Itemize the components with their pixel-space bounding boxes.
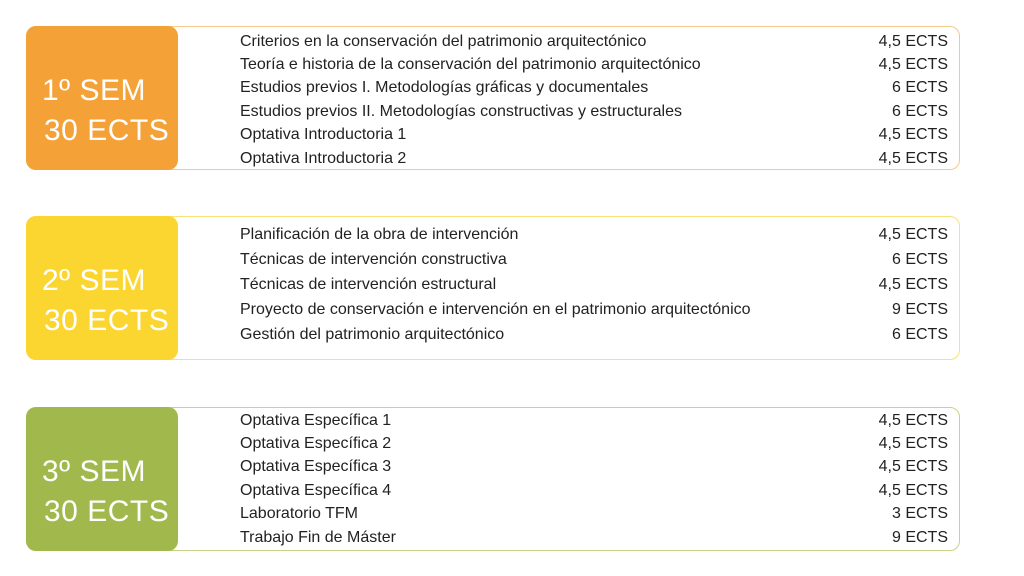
course-list	[240, 30, 948, 170]
course-name: Trabajo Fin de Máster	[240, 528, 396, 546]
course-row	[240, 409, 948, 432]
course-name: Planificación de la obra de intervención	[240, 225, 519, 243]
course-row	[240, 456, 948, 479]
semester-block-3	[26, 407, 960, 551]
course-row	[240, 53, 948, 76]
course-credits: 4,5 ECTS	[878, 458, 948, 476]
course-name: Optativa Específica 1	[240, 411, 392, 429]
course-credits: 4,5 ECTS	[878, 275, 948, 293]
course-row	[240, 147, 948, 170]
course-credits: 4,5 ECTS	[878, 56, 948, 74]
course-list	[240, 222, 948, 347]
course-credits: 4,5 ECTS	[878, 32, 948, 50]
course-list	[240, 409, 948, 549]
course-row	[240, 222, 948, 247]
semester-badge	[26, 216, 178, 360]
course-row	[240, 100, 948, 123]
semester-badge	[26, 407, 178, 551]
course-name: Optativa Específica 3	[240, 458, 392, 476]
course-credits: 4,5 ECTS	[878, 411, 948, 429]
course-credits: 9 ECTS	[891, 300, 948, 318]
course-row	[240, 479, 948, 502]
course-credits: 3 ECTS	[891, 505, 948, 523]
semester-ects-total: 30 ECTS	[44, 495, 170, 528]
course-credits: 6 ECTS	[891, 325, 948, 343]
semester-block-1	[26, 26, 960, 170]
course-credits: 9 ECTS	[891, 528, 948, 546]
course-credits: 4,5 ECTS	[878, 435, 948, 453]
course-credits: 6 ECTS	[891, 102, 948, 120]
course-credits: 4,5 ECTS	[878, 126, 948, 144]
course-name: Proyecto de conservación e intervención en el patrimonio arquitectónico	[240, 300, 751, 318]
course-credits: 6 ECTS	[891, 250, 948, 268]
course-name: Optativa Específica 4	[240, 481, 392, 499]
course-row	[240, 432, 948, 455]
course-row	[240, 247, 948, 272]
course-credits: 4,5 ECTS	[878, 225, 948, 243]
course-row	[240, 272, 948, 297]
semester-ects-total: 30 ECTS	[44, 304, 170, 337]
course-name: Técnicas de intervención constructiva	[240, 250, 507, 268]
semester-ects-total: 30 ECTS	[44, 114, 170, 147]
semester-block-2	[26, 216, 960, 360]
course-name: Estudios previos I. Metodologías gráficas y documentales	[240, 79, 649, 97]
course-name: Técnicas de intervención estructural	[240, 275, 497, 293]
course-name: Gestión del patrimonio arquitectónico	[240, 325, 505, 343]
course-name: Optativa Específica 2	[240, 435, 392, 453]
semester-label: 2º SEM	[42, 264, 146, 297]
course-credits: 4,5 ECTS	[878, 149, 948, 167]
course-name: Teoría e historia de la conservación del patrimonio arquitectónico	[240, 56, 701, 74]
course-name: Criterios en la conservación del patrimonio arquitectónico	[240, 32, 647, 50]
semester-label: 3º SEM	[42, 455, 146, 488]
course-name: Optativa Introductoria 1	[240, 126, 407, 144]
course-name: Estudios previos II. Metodologías constructivas y estructurales	[240, 102, 682, 120]
course-row	[240, 77, 948, 100]
course-row	[240, 322, 948, 347]
course-row	[240, 30, 948, 53]
course-row	[240, 503, 948, 526]
course-name: Optativa Introductoria 2	[240, 149, 407, 167]
course-name: Laboratorio TFM	[240, 505, 358, 523]
course-credits: 6 ECTS	[891, 79, 948, 97]
semester-badge	[26, 26, 178, 170]
course-row	[240, 124, 948, 147]
course-credits: 4,5 ECTS	[878, 481, 948, 499]
semester-label: 1º SEM	[42, 74, 146, 107]
course-row	[240, 297, 948, 322]
course-row	[240, 526, 948, 549]
